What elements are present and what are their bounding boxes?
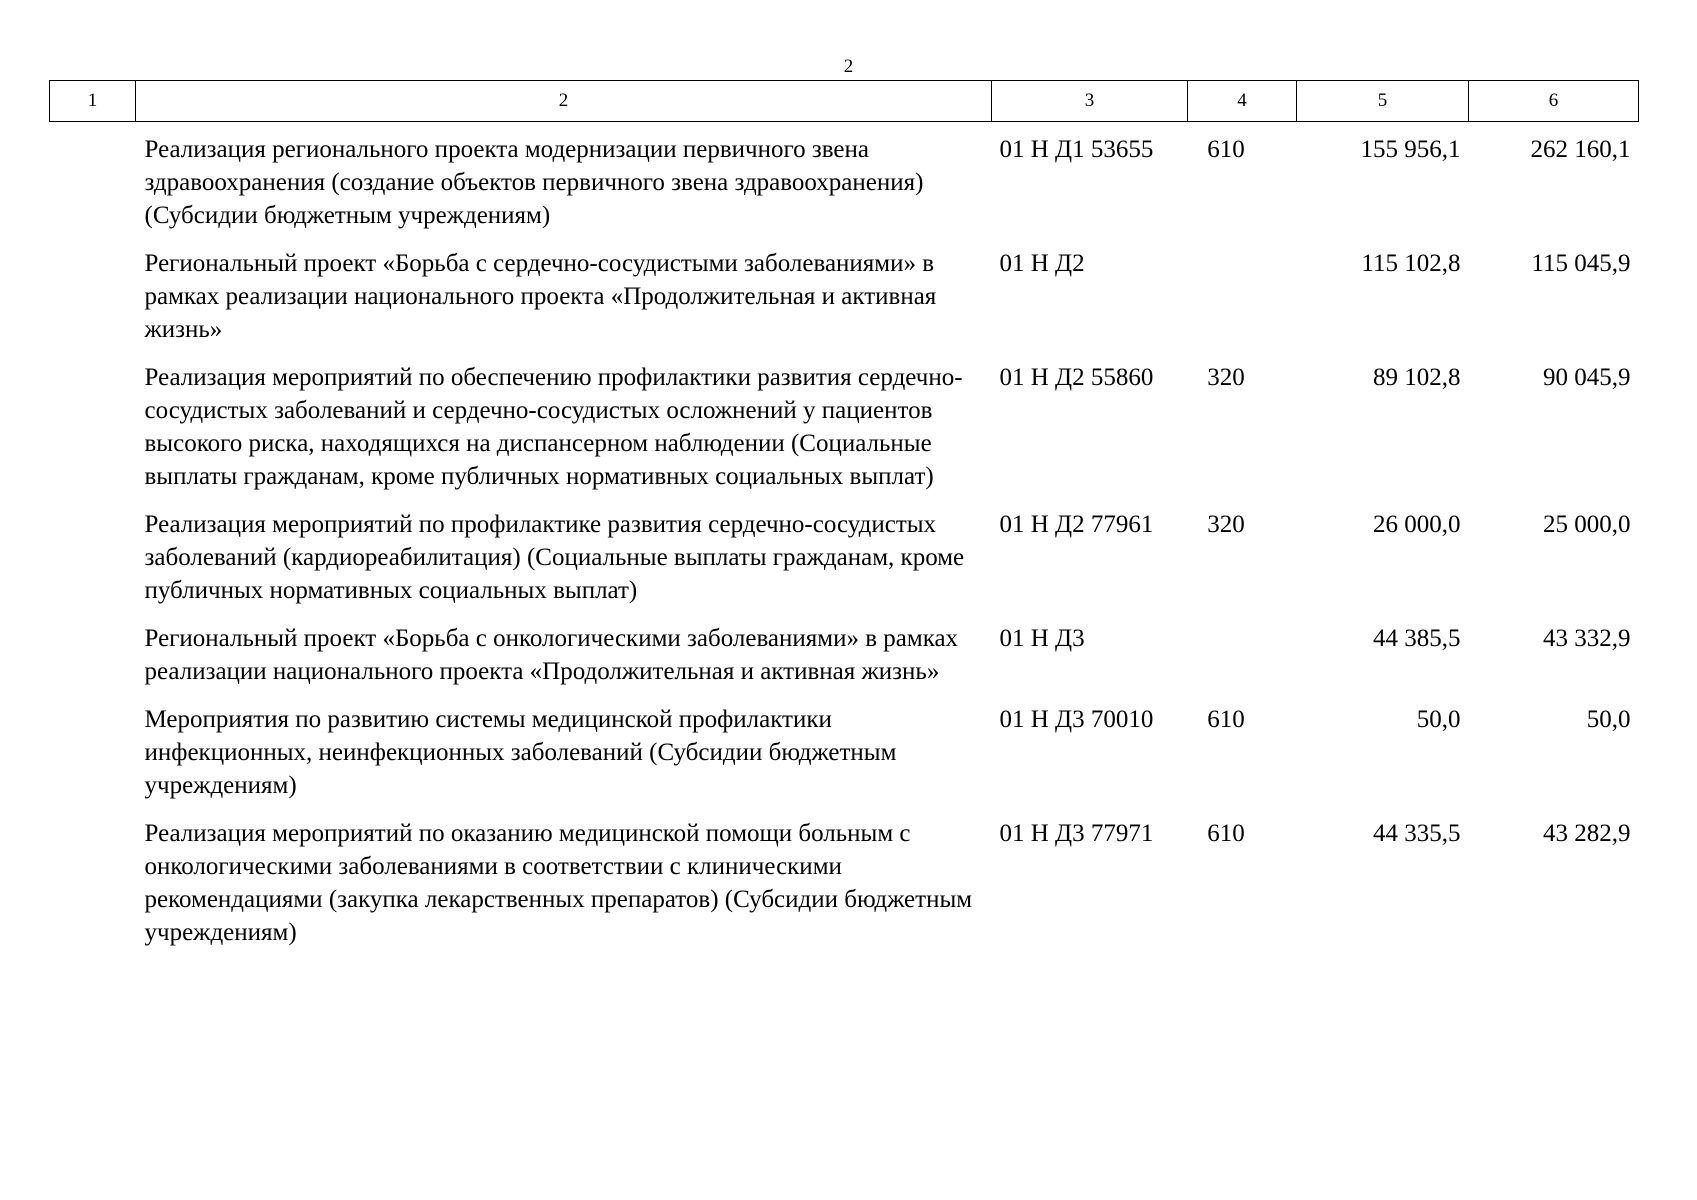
row-expense-type: 320 <box>1207 511 1245 538</box>
row-description: Реализация регионального проекта модернизации первичного звена здравоохранения (создание объектов первичного звена здравоохранения) (Субсидии бюджетным учреждениям) <box>144 136 924 229</box>
row-code: 01 Н Д2 55860 <box>999 364 1154 391</box>
row-number <box>50 361 136 508</box>
row-number <box>50 622 136 703</box>
row-expense-type <box>1188 247 1297 361</box>
table-row <box>50 622 1639 703</box>
row-code: 01 Н Д3 70010 <box>999 706 1154 733</box>
table-row <box>50 247 1639 361</box>
row-number <box>50 508 136 622</box>
budget-table <box>49 80 1639 964</box>
table-header-row <box>50 81 1639 122</box>
row-description: Реализация мероприятий по профилактике развития сердечно-сосудистых заболеваний (кардиореабилитация) (Социальные выплаты гражданам, кроме публичных нормативных социальных выплат) <box>144 511 965 604</box>
row-description: Реализация мероприятий по оказанию медицинской помощи больным с онкологическими заболеваниями в соответствии с клиническими рекомендациями (закупка лекарственных препаратов) (Субсидии бюджетным учреждениям) <box>144 820 973 946</box>
row-number <box>50 817 136 964</box>
page-number: 2 <box>843 56 854 77</box>
row-value-5: 26 000,0 <box>1373 511 1461 538</box>
row-code: 01 Н Д2 <box>999 250 1085 277</box>
row-description: Региональный проект «Борьба с сердечно-сосудистыми заболеваниями» в рамках реализации национального проекта «Продолжительная и активная жизнь» <box>144 250 937 343</box>
header-col-3: 3 <box>992 81 1188 122</box>
table-row <box>50 508 1639 622</box>
header-col-1: 1 <box>50 81 136 122</box>
row-value-6: 43 332,9 <box>1543 625 1631 652</box>
row-description: Реализация мероприятий по обеспечению профилактики развития сердечно-сосудистых заболеваний и сердечно-сосудистых осложнений у пациентов высокого риска, находящихся на диспансерном наблюдении (Социальные выплаты гражданам, кроме публичных нормативных социальных выплат) <box>144 364 963 490</box>
row-description: Региональный проект «Борьба с онкологическими заболеваниями» в рамках реализации национального проекта «Продолжительная и активная жизнь» <box>144 625 959 685</box>
row-value-6: 262 160,1 <box>1530 136 1631 163</box>
header-col-2: 2 <box>136 81 992 122</box>
row-value-6: 43 282,9 <box>1543 820 1631 847</box>
row-code: 01 Н Д3 77971 <box>999 820 1154 847</box>
row-code: 01 Н Д3 <box>999 625 1085 652</box>
header-col-5: 5 <box>1297 81 1469 122</box>
table-row <box>50 122 1639 248</box>
row-number <box>50 703 136 817</box>
row-value-6: 25 000,0 <box>1543 511 1631 538</box>
row-expense-type: 610 <box>1207 706 1245 733</box>
row-value-5: 89 102,8 <box>1373 364 1461 391</box>
row-value-5: 115 102,8 <box>1361 250 1461 277</box>
row-value-5: 155 956,1 <box>1360 136 1461 163</box>
row-description: Мероприятия по развитию системы медицинской профилактики инфекционных, неинфекционных заболеваний (Субсидии бюджетным учреждениям) <box>144 706 897 799</box>
header-col-6: 6 <box>1469 81 1639 122</box>
row-value-6: 90 045,9 <box>1543 364 1631 391</box>
table-row <box>50 703 1639 817</box>
row-value-6: 50,0 <box>1586 706 1631 733</box>
row-expense-type: 610 <box>1207 820 1245 847</box>
row-expense-type: 610 <box>1207 136 1245 163</box>
header-col-4: 4 <box>1188 81 1297 122</box>
row-expense-type: 320 <box>1207 364 1245 391</box>
row-value-6: 115 045,9 <box>1531 250 1631 277</box>
row-number <box>50 122 136 248</box>
row-code: 01 Н Д2 77961 <box>999 511 1154 538</box>
row-code: 01 Н Д1 53655 <box>999 136 1154 163</box>
row-value-5: 50,0 <box>1416 706 1461 733</box>
row-value-5: 44 385,5 <box>1373 625 1461 652</box>
row-expense-type <box>1188 622 1297 703</box>
row-value-5: 44 335,5 <box>1373 820 1461 847</box>
table-row <box>50 361 1639 508</box>
table-row <box>50 817 1639 964</box>
row-number <box>50 247 136 361</box>
